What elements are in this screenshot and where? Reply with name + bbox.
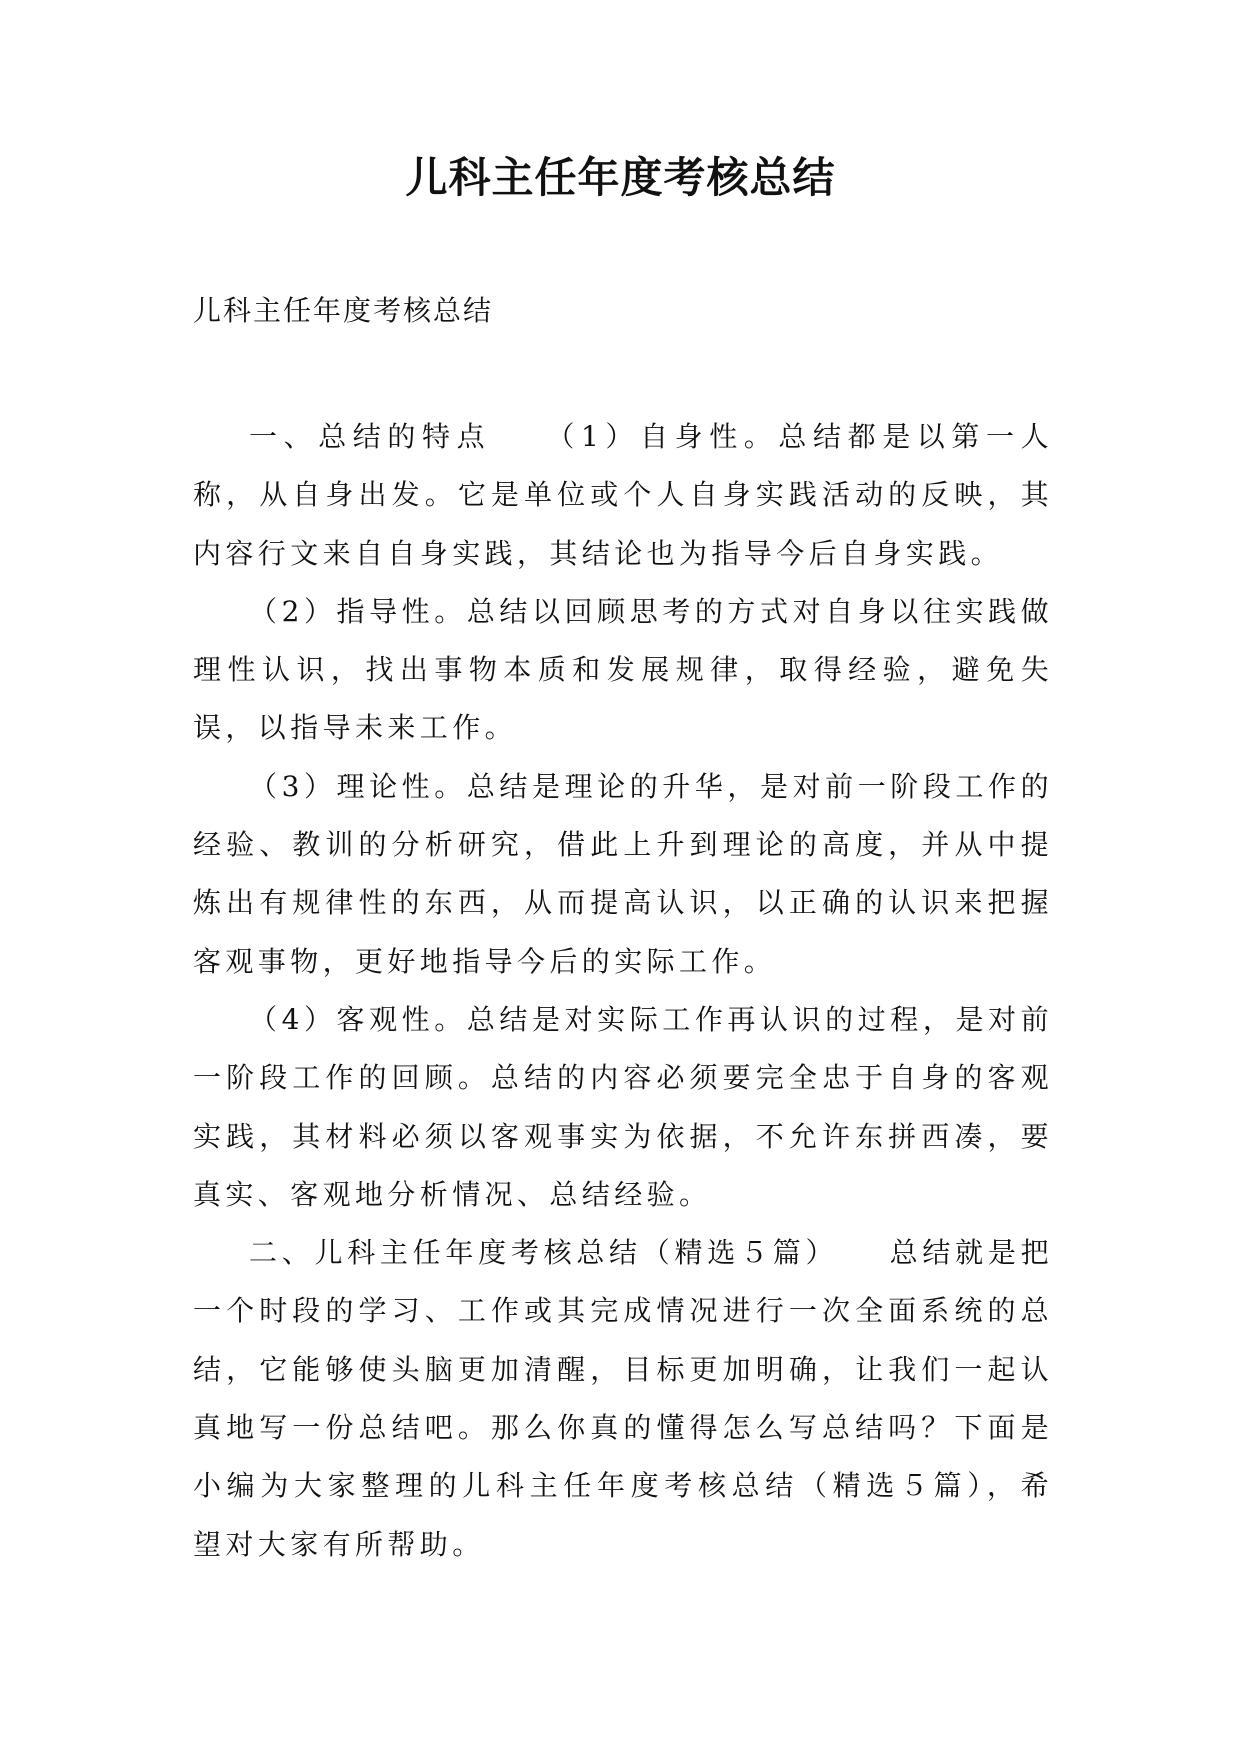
paragraph-guidance: （2）指导性。总结以回顾思考的方式对自身以往实践做理性认识，找出事物本质和发展规律，取得经验，避免失误，以指导未来工作。 — [193, 594, 1053, 745]
paragraph-theory: （3）理论性。总结是理论的升华，是对前一阶段工作的经验、教训的分析研究，借此上升到理论的高度，并从中提炼出有规律性的东西，从而提高认识，以正确的认识来把握客观事物，更好地指导今后的实际工作。 — [193, 769, 1053, 978]
document-body — [193, 408, 1053, 1574]
paragraph-characteristics: 一、总结的特点 （1）自身性。总结都是以第一人称，从自身出发。它是单位或个人自身实践活动的反映，其内容行文来自自身实践，其结论也为指导今后自身实践。 — [193, 420, 1053, 570]
document-subtitle: 儿科主任年度考核总结 — [193, 294, 494, 327]
paragraph-objectivity: （4）客观性。总结是对实际工作再认识的过程，是对前一阶段工作的回顾。总结的内容必须要完全忠于自身的客观实践，其材料必须以客观事实为依据，不允许东拼西凑，要真实、客观地分析情况、总结经验。 — [193, 1002, 1053, 1211]
paragraph-summary-intro: 二、儿科主任年度考核总结（精选５篇） 总结就是把一个时段的学习、工作或其完成情况进行一次全面系统的总结，它能够使头脑更加清醒，目标更加明确，让我们一起认真地写一份总结吧。那么你真的懂得怎么写总结吗？下面是小编为大家整理的儿科主任年度考核总结（精选５篇），希望对大家有所帮助。 — [193, 1236, 1053, 1561]
document-title: 儿科主任年度考核总结 — [405, 153, 836, 202]
